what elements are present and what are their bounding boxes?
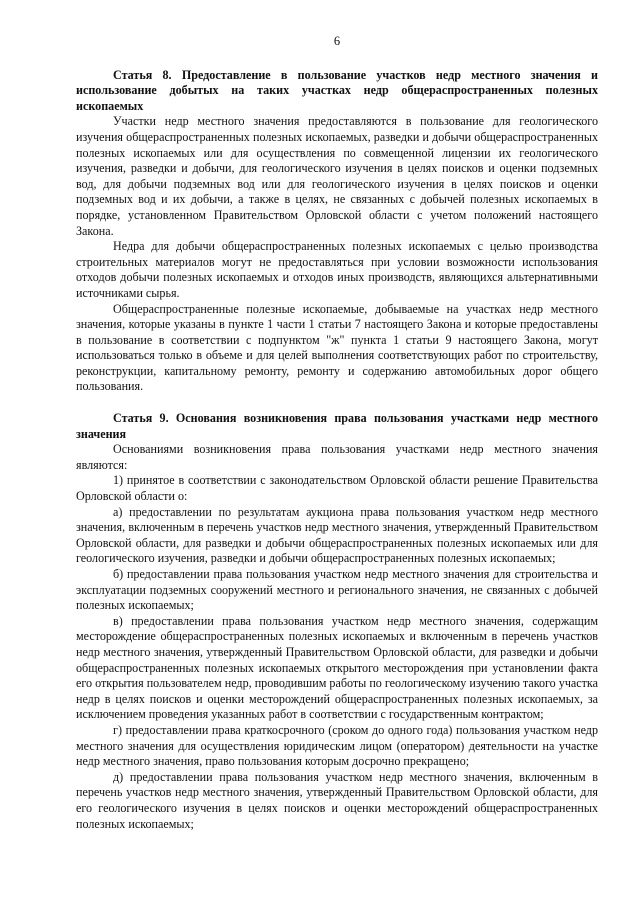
article-9-subitem-g: г) предоставлении права краткосрочного (сроком до одного года) пользования участком недр местного значения для осуществления юридическим лицом (оператором) деятельности на участке недр местного значения, право пользования которым досрочно прекращено; bbox=[76, 722, 598, 769]
article-9-subitem-a: а) предоставлении по результатам аукциона права пользования участком недр местного значения, включенным в перечень участков недр местного значения, утвержденный Правительством Орловской области, для разведки и добычи общераспространенных полезных ископаемых или для геологического изучения, разведки и добычи общераспространенных полезных ископаемых; bbox=[76, 504, 598, 566]
article-9-subitem-d: д) предоставлении права пользования участком недр местного значения, включенным в перечень участков недр местного значения, утвержденный Правительством Орловской области, для его геологического изучения в целях поисков и оценки месторождений общераспространенных полезных ископаемых; bbox=[76, 769, 598, 831]
article-8-paragraph-3: Общераспространенные полезные ископаемые, добываемые на участках недр местного значения, которые указаны в пункте 1 части 1 статьи 7 настоящего Закона и которые предоставлены в пользование в соответствии с подпунктом "ж" пункта 1 статьи 9 настоящего Закона, могут использоваться только в объеме и для целей выполнения соответствующих работ по строительству, реконструкции, капитальному ремонту, ремонту и содержанию автомобильных дорог общего пользования. bbox=[76, 301, 598, 394]
page-number: 6 bbox=[333, 34, 341, 48]
document-page bbox=[76, 34, 598, 832]
article-8 bbox=[76, 68, 598, 395]
section-spacer bbox=[76, 395, 598, 411]
article-9-subitem-b: б) предоставлении права пользования участком недр местного значения для строительства и эксплуатации подземных сооружений местного и регионального значения, не связанных с добычей полезных ископаемых; bbox=[76, 567, 598, 613]
article-8-paragraph-1: Участки недр местного значения предоставляются в пользование для геологического изучения общераспространенных полезных ископаемых, разведки и добычи общераспространенных полезных ископаемых или для осуществления по совмещенной лицензии их геологического изучения, разведки и добычи, для геологического изучения в целях поисков и оценки подземных вод, для добычи подземных вод или для геологического изучения в целях поисков и оценки подземных вод и их добычи, а также в целях, не связанных с добычей полезных ископаемых в порядке, установленном Правительством Орловской области с учетом положений настоящего Закона. bbox=[76, 114, 598, 238]
article-9 bbox=[76, 411, 598, 832]
article-9-subitem-v: в) предоставлении права пользования участком недр местного значения, содержащим месторождение общераспространенных полезных ископаемых и включенным в перечень участков недр местного значения, утвержденный Правительством Орловской области, для разведки и добычи общераспространенных полезных ископаемых открытого месторождения при установлении факта его открытия пользователем недр, проводившим работы по геологическому изучению такого участка недр в целях поисков и оценки месторождений общераспространенных полезных ископаемых, за исключением проведения указанных работ в соответствии с государственным контрактом; bbox=[76, 613, 598, 722]
article-8-heading: Статья 8. Предоставление в пользование участков недр местного значения и использование добытых на таких участках недр общераспространенных полезных ископаемых bbox=[76, 67, 598, 113]
article-9-item-1: 1) принятое в соответствии с законодательством Орловской области решение Правительства Орловской области о: bbox=[76, 473, 598, 504]
article-9-intro: Основаниями возникновения права пользования участками недр местного значения являются: bbox=[76, 442, 598, 472]
article-8-paragraph-2: Недра для добычи общераспространенных полезных ископаемых с целью производства строительных материалов могут не предоставляться при условии возможности использования отходов добычи полезных ископаемых и отходов иных производств, являющихся альтернативными источниками сырья. bbox=[76, 239, 598, 300]
article-9-heading: Статья 9. Основания возникновения права пользования участками недр местного значения bbox=[76, 411, 598, 441]
